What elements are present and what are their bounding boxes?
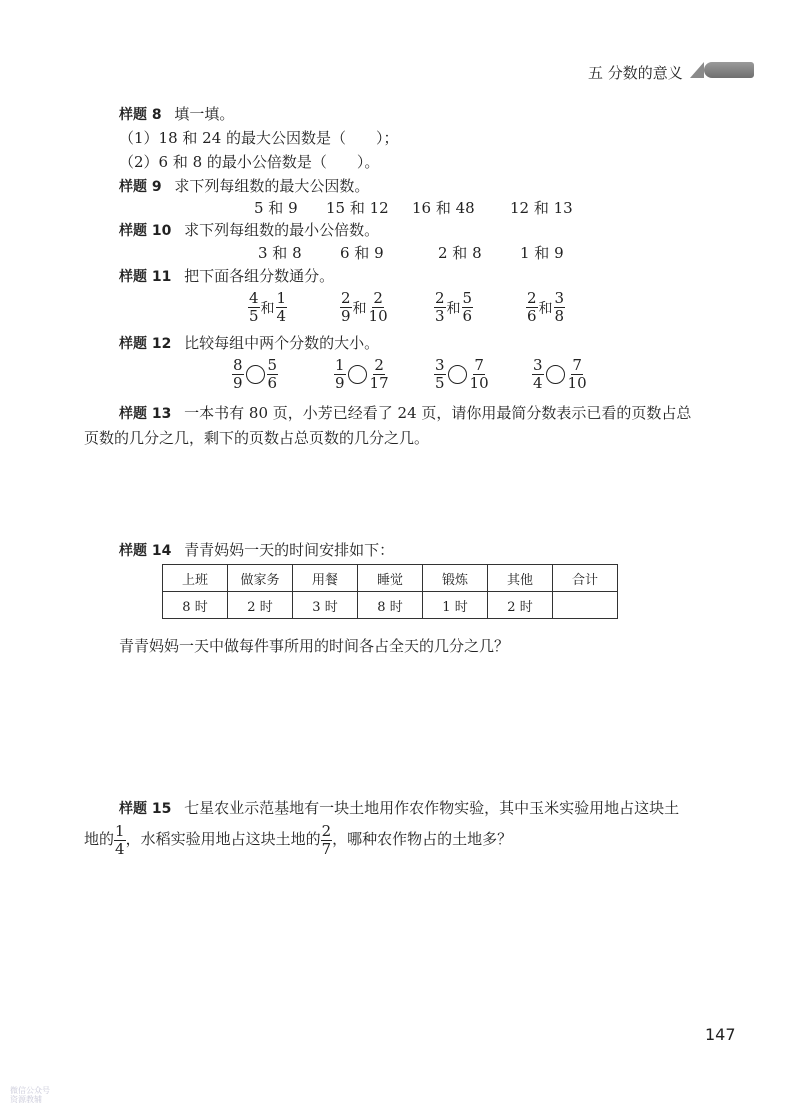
problem-11-label: 样题 11 — [119, 269, 172, 285]
problem-8 — [119, 104, 234, 125]
problem-9-item: 16 和 48 — [412, 199, 475, 217]
compare-circle — [348, 365, 367, 384]
fraction: $\frac{4}{5}$ — [249, 289, 259, 325]
fraction: $\frac{3}{4}$ — [533, 356, 543, 392]
problem-12 — [119, 333, 379, 354]
table-header-cell: 其他 — [488, 565, 553, 592]
compare-pair — [334, 357, 390, 392]
problem-11 — [119, 266, 334, 287]
table-header-cell: 做家务 — [228, 565, 293, 592]
fraction-pair: $\frac{2}{9}$ 和 $\frac{2}{10}$ — [341, 289, 388, 325]
compare-pair — [232, 357, 278, 392]
fraction: $\frac{2}{10}$ — [368, 289, 388, 325]
page-number: 147 — [705, 1025, 736, 1044]
compare-pair — [532, 357, 588, 392]
table-cell — [553, 592, 618, 619]
problem-15-label: 样题 15 — [119, 801, 172, 817]
problem-14-label: 样题 14 — [119, 543, 172, 559]
fraction: $\frac{1}{9}$ — [335, 356, 345, 392]
compare-circle — [246, 365, 265, 384]
watermark: 微信公众号 资源教辅 — [10, 1086, 50, 1104]
problem-11-text: 把下面各组分数通分。 — [184, 267, 335, 285]
table-header-cell: 合计 — [553, 565, 618, 592]
fraction: $\frac{2}{7}$ — [321, 821, 332, 858]
problem-14-text: 青青妈妈一天的时间安排如下： — [184, 541, 395, 559]
fraction: $\frac{2}{17}$ — [369, 356, 389, 392]
table-cell: 8 时 — [358, 592, 423, 619]
problem-9-label: 样题 9 — [119, 179, 162, 195]
fraction: $\frac{7}{10}$ — [469, 356, 489, 392]
table-cell: 2 时 — [228, 592, 293, 619]
fraction: $\frac{3}{5}$ — [435, 356, 445, 392]
fraction: $\frac{2}{6}$ — [527, 289, 537, 325]
problem-9-item: 15 和 12 — [326, 199, 389, 217]
problem-13 — [119, 403, 691, 424]
fraction-pair: $\frac{4}{5}$ 和 $\frac{1}{4}$ — [249, 289, 287, 325]
problem-15 — [119, 798, 679, 819]
fraction: $\frac{7}{10}$ — [567, 356, 587, 392]
problem-9 — [119, 176, 369, 197]
problem-9-item: 12 和 13 — [510, 199, 573, 217]
table-cell: 3 时 — [293, 592, 358, 619]
header-tab-decoration — [704, 62, 754, 78]
problem-10-label: 样题 10 — [119, 223, 172, 239]
problem-8-q2: （2）6 和 8 的最小公倍数是（ ）。 — [119, 153, 380, 171]
chapter-title: 五 分数的意义 — [588, 64, 683, 82]
fraction: $\frac{3}{8}$ — [554, 289, 565, 325]
fraction-pair: $\frac{2}{6}$ 和 $\frac{3}{8}$ — [527, 289, 565, 325]
problem-10-item: 1 和 9 — [520, 244, 564, 262]
table-row — [163, 592, 618, 619]
problem-10 — [119, 220, 379, 241]
problem-13-line2: 页数的几分之几，剩下的页数占总页数的几分之几。 — [84, 429, 430, 447]
fraction: $\frac{2}{3}$ — [435, 289, 445, 325]
table-header-cell: 睡觉 — [358, 565, 423, 592]
fraction: $\frac{1}{4}$ — [276, 289, 287, 325]
problem-9-text: 求下列每组数的最大公因数。 — [174, 177, 370, 195]
compare-pair — [434, 357, 490, 392]
table-cell: 8 时 — [163, 592, 228, 619]
fraction: $\frac{5}{6}$ — [267, 356, 278, 392]
problem-10-item: 6 和 9 — [340, 244, 384, 262]
problem-12-text: 比较每组中两个分数的大小。 — [184, 334, 380, 352]
table-header-cell: 上班 — [163, 565, 228, 592]
problem-15-line2: 地的 $\frac{1}{4}$ ，水稻实验用地占这块土地的 $\frac{2}{7}$ ，哪种农作物占的土地多？ — [84, 821, 513, 858]
problem-13-label: 样题 13 — [119, 406, 172, 422]
problem-8-q1: （1）18 和 24 的最大公因数是（ ）； — [119, 129, 399, 147]
fraction: $\frac{1}{4}$ — [115, 821, 125, 858]
table-header-cell: 用餐 — [293, 565, 358, 592]
problem-8-label: 样题 8 — [119, 107, 162, 123]
problem-14-question: 青青妈妈一天中做每件事所用的时间各占全天的几分之几？ — [119, 637, 510, 655]
problem-14 — [119, 540, 394, 561]
schedule-table — [162, 564, 618, 619]
problem-15-line1: 七星农业示范基地有一块土地用作农作物实验，其中玉米实验用地占这块土 — [184, 799, 680, 817]
problem-13-line1: 一本书有 80 页，小芳已经看了 24 页，请你用最简分数表示已看的页数占总 — [184, 404, 692, 422]
compare-circle — [448, 365, 467, 384]
table-cell: 2 时 — [488, 592, 553, 619]
compare-circle — [546, 365, 565, 384]
table-cell: 1 时 — [423, 592, 488, 619]
table-header-cell: 锻炼 — [423, 565, 488, 592]
problem-10-item: 3 和 8 — [258, 244, 302, 262]
problem-8-text: 填一填。 — [174, 105, 235, 123]
fraction: $\frac{2}{9}$ — [341, 289, 351, 325]
problem-9-item: 5 和 9 — [254, 199, 298, 217]
table-header-row — [163, 565, 618, 592]
fraction: $\frac{5}{6}$ — [462, 289, 473, 325]
problem-10-item: 2 和 8 — [438, 244, 482, 262]
fraction-pair: $\frac{2}{3}$ 和 $\frac{5}{6}$ — [435, 289, 473, 325]
problem-10-text: 求下列每组数的最小公倍数。 — [184, 221, 380, 239]
problem-12-label: 样题 12 — [119, 336, 172, 352]
fraction: $\frac{8}{9}$ — [233, 356, 243, 392]
